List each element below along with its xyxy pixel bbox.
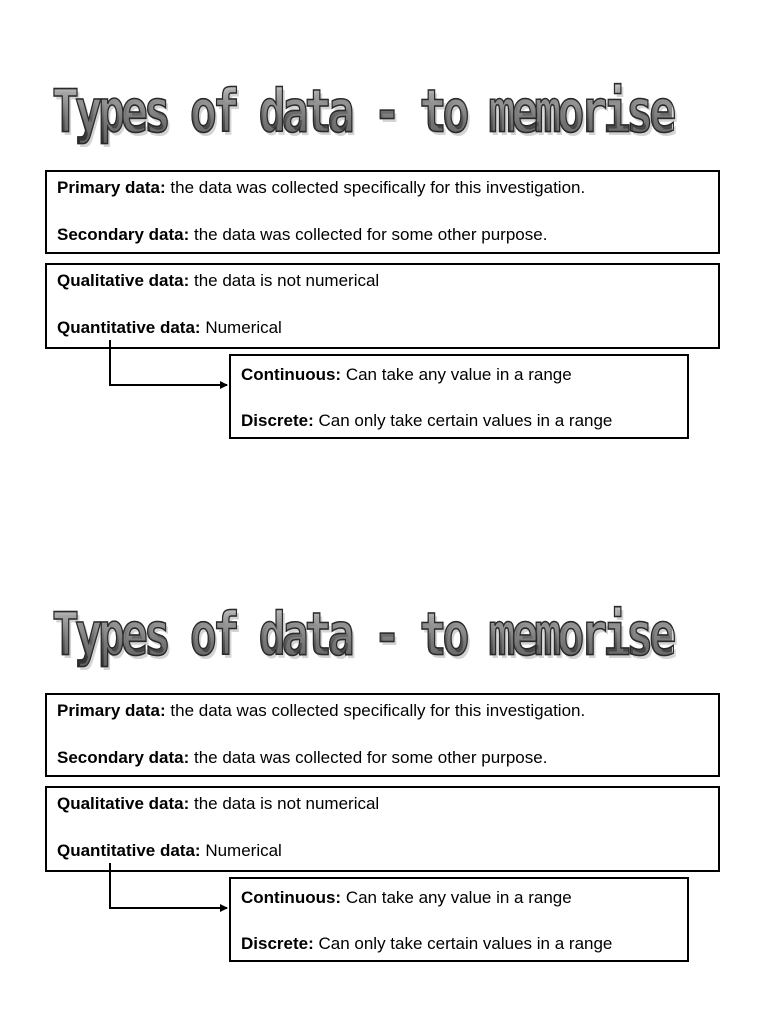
qualitative-quantitative-box [45,263,720,349]
quantitative-data-definition [57,317,708,339]
primary-data-text: the data was collected specifically for this investigation. [165,178,586,197]
qualitative-data-definition [57,793,708,815]
continuous-label: Continuous: [241,888,342,907]
quantitative-data-definition [57,840,708,862]
qualitative-data-label: Qualitative data: [57,794,190,813]
primary-data-label: Primary data: [57,701,166,720]
worksheet-card-top [0,70,768,470]
primary-data-definition [57,700,708,722]
discrete-label: Discrete: [241,934,314,953]
primary-data-definition [57,177,708,199]
worksheet-card-bottom [0,593,768,993]
discrete-text: Can only take certain values in a range [313,411,613,430]
secondary-data-definition [57,224,708,246]
primary-secondary-box [45,693,720,777]
qualitative-data-label: Qualitative data: [57,271,190,290]
continuous-label: Continuous: [241,365,342,384]
continuous-text: Can take any value in a range [341,365,572,384]
discrete-label: Discrete: [241,411,314,430]
page-title: Types of data - to memorise [52,599,672,673]
qualitative-quantitative-box [45,786,720,872]
secondary-data-text: the data was collected for some other purpose. [189,748,548,767]
secondary-data-label: Secondary data: [57,748,190,767]
primary-data-text: the data was collected specifically for this investigation. [165,701,586,720]
continuous-definition [241,364,677,386]
continuous-definition [241,887,677,909]
quantitative-data-label: Quantitative data: [57,318,201,337]
continuous-discrete-box [229,877,689,962]
secondary-data-label: Secondary data: [57,225,190,244]
qualitative-data-text: the data is not numerical [189,794,380,813]
qualitative-data-text: the data is not numerical [189,271,380,290]
continuous-discrete-box [229,354,689,439]
quantitative-data-text: Numerical [200,318,282,337]
secondary-data-text: the data was collected for some other purpose. [189,225,548,244]
secondary-data-definition [57,747,708,769]
primary-secondary-box [45,170,720,254]
qualitative-data-definition [57,270,708,292]
page-title: Types of data - to memorise [52,76,672,150]
primary-data-label: Primary data: [57,178,166,197]
quantitative-data-text: Numerical [200,841,282,860]
discrete-definition [241,410,677,432]
quantitative-data-label: Quantitative data: [57,841,201,860]
discrete-definition [241,933,677,955]
discrete-text: Can only take certain values in a range [313,934,613,953]
continuous-text: Can take any value in a range [341,888,572,907]
